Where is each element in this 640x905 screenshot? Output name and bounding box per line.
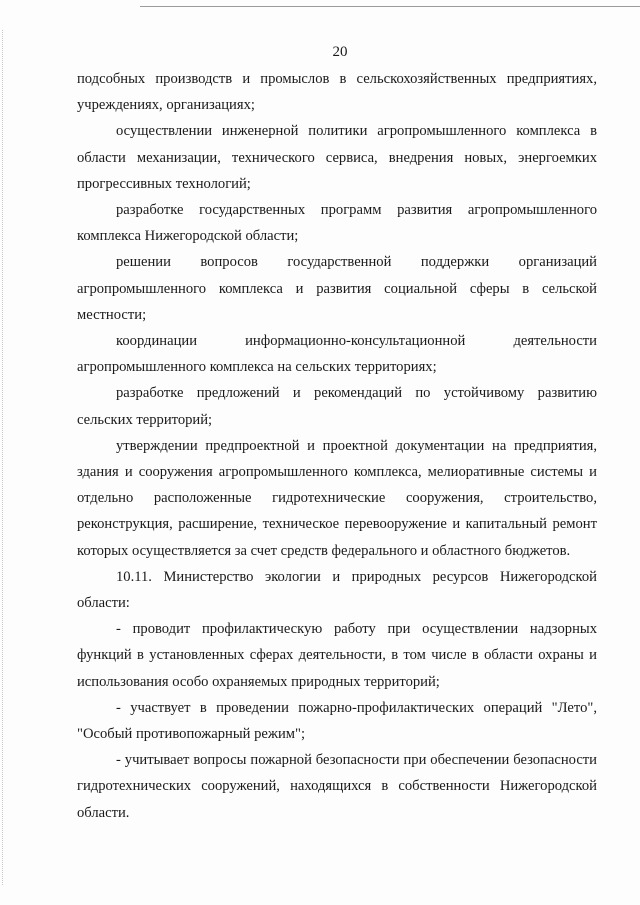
list-item: - учитывает вопросы пожарной безопасности при обеспечении безопасности гидротехнических сооружений, находящихся в собственности Нижегородской области. <box>77 752 597 821</box>
scan-top-edge-line <box>140 6 640 7</box>
list-item: - участвует в проведении пожарно-профилактических операций "Лето", "Особый противопожарный режим"; <box>77 699 597 743</box>
paragraph: осуществлении инженерной политики агропромышленного комплекса в области механизации, технического сервиса, внедрения новых, энергоемких прогрессивных технологий; <box>77 123 597 192</box>
paragraph: подсобных производств и промыслов в сельскохозяйственных предприятиях, учреждениях, организациях; <box>77 71 597 114</box>
paragraph: координации информационно-консультационной деятельности агропромышленного комплекса на сельских территориях; <box>77 333 597 376</box>
paragraph: разработке государственных программ развития агропромышленного комплекса Нижегородской области; <box>77 202 597 245</box>
paragraph: решении вопросов государственной поддержки организаций агропромышленного комплекса и развития социальной сферы в сельской местности; <box>77 254 597 323</box>
page-number: 20 <box>332 44 348 60</box>
scan-left-edge <box>2 30 3 885</box>
list-item: - проводит профилактическую работу при осуществлении надзорных функций в установленных сферах деятельности, в том числе в области охраны и использования особо охраняемых природных территорий; <box>77 621 597 690</box>
paragraph: разработке предложений и рекомендаций по устойчивому развитию сельских территорий; <box>77 385 597 428</box>
paragraph: утверждении предпроектной и проектной документации на предприятия, здания и сооружения агропромышленного комплекса, мелиоративные системы и отдельно расположенные гидротехнические сооружения, строительство, реконструкция, расширение, техническое перевооружение и капитальный ремонт которых осуществляется за счет средств федерального и областного бюджетов. <box>77 437 597 559</box>
section-heading-10-11: 10.11. Министерство экологии и природных ресурсов Нижегородской области: <box>77 568 597 612</box>
document-body <box>77 66 597 826</box>
